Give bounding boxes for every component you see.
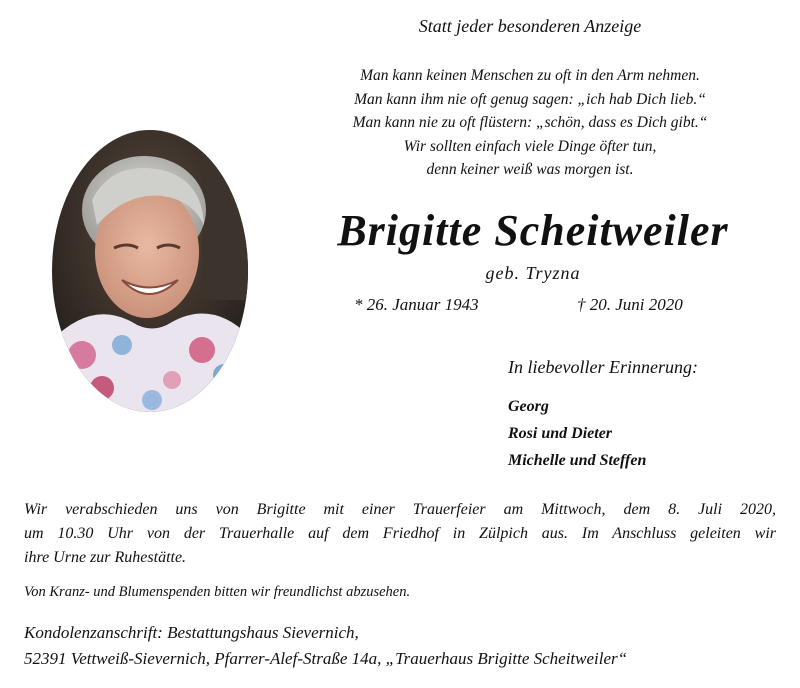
portrait-image [52, 130, 248, 412]
announcement-line: Wir verabschieden uns von Brigitte mit einer Trauerfeier am Mittwoch, dem 8. Juli 2020, [24, 501, 776, 518]
condolence-line: Kondolenzanschrift: Bestattungshaus Sievernich, [24, 623, 359, 642]
mourners-list [508, 393, 646, 474]
mourner-name: Michelle und Steffen [508, 452, 647, 469]
poem [260, 64, 800, 182]
header-line: Statt jeder besonderen Anzeige [418, 16, 642, 36]
birth-date: * 26. Januar 1943 [354, 295, 479, 314]
condolence-address [24, 620, 627, 672]
announcement-line: ihre Urne zur Ruhestätte. [24, 549, 187, 566]
flowers-note: Von Kranz- und Blumenspenden bitten wir freundlichst abzusehen. [24, 584, 411, 600]
condolence-line: 52391 Vettweiß-Sievernich, Pfarrer-Alef-Straße 14a, „Trauerhaus Brigitte Scheitweiler“ [24, 649, 628, 668]
mourner-name: Rosi und Dieter [508, 425, 613, 442]
poem-line: Man kann ihm nie oft genug sagen: „ich hab Dich lieb.“ [354, 90, 706, 108]
poem-line: denn keiner weiß was morgen ist. [426, 161, 634, 178]
portrait-photo [52, 130, 248, 412]
funeral-announcement [24, 498, 776, 570]
announcement-line: um 10.30 Uhr von der Trauerhalle auf dem Friedhof in Zülpich aus. Im Anschluss geleiten wir [24, 525, 776, 542]
deceased-name: Brigitte Scheitweiler [337, 206, 729, 255]
birth-name: geb. Tryzna [485, 263, 581, 283]
poem-line: Wir sollten einfach viele Dinge öfter tun, [403, 137, 657, 155]
death-date: † 20. Juni 2020 [577, 295, 683, 314]
mourner-name: Georg [508, 398, 549, 415]
poem-line: Man kann keinen Menschen zu oft in den Arm nehmen. [360, 67, 700, 84]
memory-heading: In liebevoller Erinnerung: [508, 357, 698, 377]
poem-line: Man kann nie zu oft flüstern: „schön, dass es Dich gibt.“ [352, 114, 708, 131]
